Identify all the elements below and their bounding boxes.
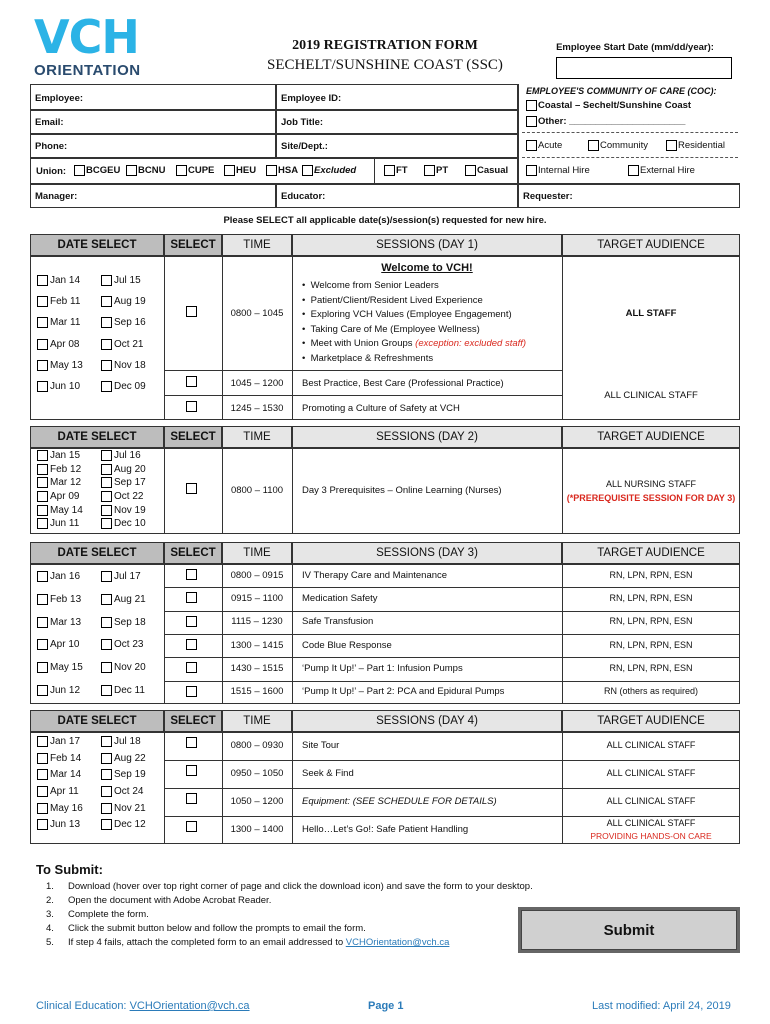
day4-session-name: Equipment: (SEE SCHEDULE FOR DETAILS) bbox=[302, 796, 497, 807]
checkbox[interactable] bbox=[37, 518, 48, 529]
day4-time: 1300 – 1400 bbox=[230, 824, 284, 835]
day4-session-checkbox[interactable] bbox=[186, 793, 197, 804]
checkbox[interactable] bbox=[37, 317, 48, 328]
day2-date-option[interactable]: May 14 bbox=[37, 505, 83, 516]
day3-session-name: Safe Transfusion bbox=[302, 616, 374, 628]
day2-date-option[interactable]: Mar 12 bbox=[37, 477, 81, 488]
day1-date-option[interactable]: Dec 09 bbox=[101, 381, 146, 392]
day1-date-option[interactable]: Feb 11 bbox=[37, 296, 80, 307]
checkbox[interactable] bbox=[101, 381, 112, 392]
checkbox[interactable] bbox=[101, 819, 112, 830]
day1-header: DATE SELECT SELECT TIME SESSIONS (DAY 1) TARGET AUDIENCE bbox=[30, 234, 740, 256]
day3-session-checkbox[interactable] bbox=[186, 616, 197, 627]
day4-date-option[interactable]: Jan 17 bbox=[37, 736, 80, 747]
checkbox[interactable] bbox=[176, 165, 187, 176]
checkbox[interactable] bbox=[101, 450, 112, 461]
form-subtitle: SECHELT/SUNSHINE COAST (SSC) bbox=[267, 57, 503, 73]
day3-date-option[interactable]: Apr 10 bbox=[37, 639, 79, 650]
union-excluded[interactable]: Excluded bbox=[302, 165, 356, 176]
checkbox[interactable] bbox=[666, 140, 677, 151]
day2-date-option[interactable]: Jul 16 bbox=[101, 450, 141, 461]
checkbox[interactable] bbox=[101, 753, 112, 764]
checkbox[interactable] bbox=[526, 116, 537, 127]
day4-audience: ALL CLINICAL STAFF bbox=[606, 768, 696, 778]
checkbox[interactable] bbox=[37, 450, 48, 461]
checkbox[interactable] bbox=[101, 360, 112, 371]
day4-date-option[interactable]: Sep 19 bbox=[101, 769, 146, 780]
checkbox[interactable] bbox=[37, 685, 48, 696]
day1-date-option[interactable]: Nov 18 bbox=[101, 360, 146, 371]
day3-date-option[interactable]: Nov 20 bbox=[101, 662, 146, 673]
union-heu[interactable]: HEU bbox=[224, 165, 256, 176]
checkbox[interactable] bbox=[628, 165, 639, 176]
footer-left: Clinical Education: VCHOrientation@vch.ca bbox=[36, 1000, 250, 1012]
checkbox[interactable] bbox=[101, 662, 112, 673]
checkbox[interactable] bbox=[37, 662, 48, 673]
checkbox[interactable] bbox=[37, 753, 48, 764]
checkbox[interactable] bbox=[101, 803, 112, 814]
day2-header: DATE SELECT SELECT TIME SESSIONS (DAY 2) TARGET AUDIENCE bbox=[30, 426, 740, 448]
day4-date-option[interactable]: Oct 24 bbox=[101, 786, 143, 797]
day1-time3: 1245 – 1530 bbox=[230, 403, 284, 414]
checkbox[interactable] bbox=[101, 505, 112, 516]
day3-time: 1300 – 1415 bbox=[230, 639, 284, 651]
day3-session-checkbox[interactable] bbox=[186, 592, 197, 603]
submit-steps: 1. Download (hover over top right corner of page and click the download icon) and save the form to your desktop. 2. Open the document with Adobe Acrobat Reader. 3. Complete the form. 4. Click the submit button below and follow the prompts to email the form. 5. If step 4 fails, attach the completed form to an email addressed to VCHOrientation@vch.ca bbox=[46, 881, 533, 948]
day4-date-option[interactable]: Dec 12 bbox=[101, 819, 146, 830]
checkbox[interactable] bbox=[37, 736, 48, 747]
day4-date-option[interactable]: Feb 14 bbox=[37, 753, 81, 764]
coc-residential[interactable]: Residential bbox=[666, 140, 725, 151]
day2-date-option[interactable]: Apr 09 bbox=[37, 491, 79, 502]
day1-audience1: ALL STAFF bbox=[625, 308, 677, 319]
day4-session-name: Hello…Let’s Go!: Safe Patient Handling bbox=[302, 824, 469, 835]
day4-date-option[interactable]: Apr 11 bbox=[37, 786, 79, 797]
checkbox[interactable] bbox=[37, 617, 48, 628]
day3-session-name: Medication Safety bbox=[302, 593, 378, 604]
day2-date-option[interactable]: Jun 11 bbox=[37, 518, 79, 529]
checkbox[interactable] bbox=[101, 491, 112, 502]
status-ft[interactable]: FT bbox=[384, 165, 408, 176]
day2-note: (*PREREQUISITE SESSION FOR DAY 3) bbox=[566, 493, 736, 503]
day3-time: 0800 – 0915 bbox=[230, 569, 284, 581]
day2-date-option[interactable]: Dec 10 bbox=[101, 518, 146, 529]
day4-audience: ALL CLINICAL STAFF bbox=[606, 818, 696, 828]
footer-modified: Last modified: April 24, 2019 bbox=[592, 1000, 731, 1012]
day3-date-option[interactable]: Mar 13 bbox=[37, 617, 81, 628]
coc-acute[interactable]: Acute bbox=[526, 140, 562, 151]
day4-session-checkbox[interactable] bbox=[186, 765, 197, 776]
checkbox[interactable] bbox=[101, 518, 112, 529]
day3-date-option[interactable]: May 15 bbox=[37, 662, 83, 673]
day4-header: DATE SELECT SELECT TIME SESSIONS (DAY 4) TARGET AUDIENCE bbox=[30, 710, 740, 732]
day3-audience: RN, LPN, RPN, ESN bbox=[609, 569, 693, 580]
day3-time: 0915 – 1100 bbox=[230, 593, 284, 604]
day3-session-checkbox[interactable] bbox=[186, 662, 197, 673]
checkbox[interactable] bbox=[37, 819, 48, 830]
checkbox[interactable] bbox=[37, 477, 48, 488]
day1-audience23: ALL CLINICAL STAFF bbox=[604, 390, 698, 401]
day3-audience: RN, LPN, RPN, ESN bbox=[609, 663, 693, 673]
checkbox[interactable] bbox=[37, 786, 48, 797]
checkbox[interactable] bbox=[526, 100, 537, 111]
day3-session-name: IV Therapy Care and Maintenance bbox=[302, 569, 448, 581]
checkbox[interactable] bbox=[526, 165, 537, 176]
checkbox[interactable] bbox=[37, 491, 48, 502]
day4-audience: ALL CLINICAL STAFF bbox=[606, 740, 696, 750]
union-hsa[interactable]: HSA bbox=[266, 165, 298, 176]
day1-date-option[interactable]: May 13 bbox=[37, 360, 83, 371]
educator-field[interactable]: Educator: bbox=[276, 184, 518, 208]
day4-time: 1050 – 1200 bbox=[230, 796, 284, 807]
checkbox[interactable] bbox=[37, 769, 48, 780]
day4-time: 0800 – 0930 bbox=[230, 740, 284, 751]
checkbox[interactable] bbox=[101, 571, 112, 582]
checkbox[interactable] bbox=[37, 464, 48, 475]
vch-logo: VCH bbox=[34, 10, 139, 64]
day2-time: 0800 – 1100 bbox=[230, 485, 284, 496]
day2-date-option[interactable]: Nov 19 bbox=[101, 505, 146, 516]
day1-session3-checkbox[interactable] bbox=[186, 401, 197, 412]
submit-title: To Submit: bbox=[36, 862, 103, 877]
checkbox[interactable] bbox=[37, 571, 48, 582]
day1-session2-checkbox[interactable] bbox=[186, 376, 197, 387]
day3-date-option[interactable]: Jul 17 bbox=[101, 571, 141, 582]
checkbox[interactable] bbox=[101, 296, 112, 307]
day4-audience-note: PROVIDING HANDS-ON CARE bbox=[590, 831, 712, 841]
day1-session1-checkbox[interactable] bbox=[186, 306, 197, 317]
checkbox[interactable] bbox=[424, 165, 435, 176]
orientation-logo-text: ORIENTATION bbox=[34, 62, 141, 79]
checkbox[interactable] bbox=[101, 339, 112, 350]
status-pt[interactable]: PT bbox=[424, 165, 448, 176]
job-title-field[interactable]: Job Title: bbox=[276, 110, 518, 134]
day2-date-option[interactable]: Feb 12 bbox=[37, 464, 81, 475]
day4-date-option[interactable]: Aug 22 bbox=[101, 753, 146, 764]
day3-audience: RN, LPN, RPN, ESN bbox=[609, 593, 693, 603]
day3-session-name: ‘Pump It Up!’ – Part 2: PCA and Epidural Pumps bbox=[302, 686, 505, 698]
day1-bullets: • Welcome from Senior Leaders • Patient/Client/Resident Lived Experience • Exploring VCH Values (Employee Engagement) • Taking Care of Me (Employee Wellness) • Meet with Union Groups (exception: excluded staff) • Marketplace & Refreshments bbox=[302, 280, 527, 364]
day4-date-option[interactable]: Mar 14 bbox=[37, 769, 81, 780]
instruction-text: Please SELECT all applicable date(s)/session(s) requested for new hire. bbox=[223, 215, 547, 226]
day3-audience: RN (others as required) bbox=[603, 686, 699, 697]
checkbox[interactable] bbox=[74, 165, 85, 176]
day4-session-checkbox[interactable] bbox=[186, 821, 197, 832]
day2-date-option[interactable]: Jan 15 bbox=[37, 450, 80, 461]
checkbox[interactable] bbox=[126, 165, 137, 176]
day1-date-option[interactable]: Jan 14 bbox=[37, 275, 80, 286]
day4-time: 0950 – 1050 bbox=[230, 768, 284, 779]
union-label: Union: bbox=[36, 166, 67, 177]
day3-date-option[interactable]: Dec 11 bbox=[101, 685, 145, 696]
day3-date-option[interactable]: Jun 12 bbox=[37, 685, 80, 696]
day4-date-option[interactable]: Jul 18 bbox=[101, 736, 141, 747]
submit-email-link[interactable]: VCHOrientation@vch.ca bbox=[345, 937, 450, 948]
union-bcnu[interactable]: BCNU bbox=[126, 165, 165, 176]
checkbox[interactable] bbox=[384, 165, 395, 176]
union-cupe[interactable]: CUPE bbox=[176, 165, 214, 176]
day1-date-option[interactable]: Oct 21 bbox=[101, 339, 143, 350]
external-hire[interactable]: External Hire bbox=[628, 165, 695, 176]
checkbox[interactable] bbox=[101, 736, 112, 747]
checkbox[interactable] bbox=[526, 140, 537, 151]
checkbox[interactable] bbox=[302, 165, 313, 176]
day3-session-name: ‘Pump It Up!’ – Part 1: Infusion Pumps bbox=[302, 663, 463, 674]
day3-time: 1115 – 1230 bbox=[231, 616, 283, 628]
status-casual[interactable]: Casual bbox=[465, 165, 508, 176]
start-date-label: Employee Start Date (mm/dd/year): bbox=[556, 42, 714, 53]
site-dept-field[interactable]: Site/Dept.: bbox=[276, 134, 518, 158]
employee-id-field[interactable]: Employee ID: bbox=[276, 84, 518, 110]
checkbox[interactable] bbox=[101, 477, 112, 488]
day3-header: DATE SELECT SELECT TIME SESSIONS (DAY 3) TARGET AUDIENCE bbox=[30, 542, 740, 564]
day3-date-option[interactable]: Feb 13 bbox=[37, 594, 81, 605]
day1-date-option[interactable]: Apr 08 bbox=[37, 339, 79, 350]
day3-time: 1430 – 1515 bbox=[230, 663, 284, 674]
day1-date-option[interactable]: Aug 19 bbox=[101, 296, 146, 307]
checkbox[interactable] bbox=[37, 360, 48, 371]
day3-date-option[interactable]: Oct 23 bbox=[101, 639, 143, 650]
form-title: 2019 REGISTRATION FORM bbox=[292, 38, 478, 53]
footer-page: Page 1 bbox=[368, 1000, 404, 1012]
day4-date-option[interactable]: May 16 bbox=[37, 803, 83, 814]
checkbox[interactable] bbox=[37, 381, 48, 392]
checkbox[interactable] bbox=[37, 594, 48, 605]
day2-session-checkbox[interactable] bbox=[186, 483, 197, 494]
day1-date-option[interactable]: Mar 11 bbox=[37, 317, 80, 328]
coc-title: EMPLOYEE'S COMMUNITY OF CARE (COC): bbox=[526, 86, 717, 96]
checkbox[interactable] bbox=[37, 505, 48, 516]
day2-date-option[interactable]: Sep 17 bbox=[101, 477, 146, 488]
day3-session-checkbox[interactable] bbox=[186, 569, 197, 580]
checkbox[interactable] bbox=[101, 617, 112, 628]
checkbox[interactable] bbox=[37, 639, 48, 650]
checkbox[interactable] bbox=[101, 786, 112, 797]
checkbox[interactable] bbox=[37, 275, 48, 286]
day3-audience: RN, LPN, RPN, ESN bbox=[609, 639, 693, 650]
checkbox[interactable] bbox=[37, 296, 48, 307]
checkbox[interactable] bbox=[465, 165, 476, 176]
day1-time2: 1045 – 1200 bbox=[230, 378, 284, 389]
internal-hire[interactable]: Internal Hire bbox=[526, 165, 590, 176]
start-date-input[interactable] bbox=[556, 57, 732, 79]
day3-date-option[interactable]: Jan 16 bbox=[37, 571, 80, 582]
day1-session2: Best Practice, Best Care (Professional Practice) bbox=[302, 378, 504, 389]
phone-field[interactable]: Phone: bbox=[30, 134, 276, 158]
checkbox[interactable] bbox=[224, 165, 235, 176]
checkbox[interactable] bbox=[101, 639, 112, 650]
day4-audience: ALL CLINICAL STAFF bbox=[606, 796, 696, 806]
footer-email-link[interactable]: VCHOrientation@vch.ca bbox=[129, 1000, 250, 1012]
checkbox[interactable] bbox=[37, 339, 48, 350]
day3-session-checkbox[interactable] bbox=[186, 686, 197, 697]
day4-date-option[interactable]: Jun 13 bbox=[37, 819, 80, 830]
day1-date-option[interactable]: Jun 10 bbox=[37, 381, 80, 392]
day2-audience: ALL NURSING STAFF bbox=[605, 479, 696, 489]
day2-session: Day 3 Prerequisites – Online Learning (Nurses) bbox=[302, 485, 502, 496]
coc-community[interactable]: Community bbox=[588, 140, 648, 151]
checkbox[interactable] bbox=[101, 594, 112, 605]
checkbox[interactable] bbox=[101, 769, 112, 780]
day3-session-name: Code Blue Response bbox=[302, 639, 392, 651]
day4-date-option[interactable]: Nov 21 bbox=[101, 803, 146, 814]
checkbox[interactable] bbox=[101, 464, 112, 475]
requester-field[interactable]: Requester: bbox=[518, 184, 740, 208]
day1-welcome: Welcome to VCH! bbox=[381, 262, 473, 274]
day4-session-checkbox[interactable] bbox=[186, 737, 197, 748]
checkbox[interactable] bbox=[101, 685, 112, 696]
day1-date-option[interactable]: Jul 15 bbox=[101, 275, 141, 286]
manager-field[interactable]: Manager: bbox=[30, 184, 276, 208]
day3-date-option[interactable]: Aug 21 bbox=[101, 594, 146, 605]
union-bcgeu[interactable]: BCGEU bbox=[74, 165, 120, 176]
day3-audience: RN, LPN, RPN, ESN bbox=[609, 616, 693, 627]
checkbox[interactable] bbox=[588, 140, 599, 151]
email-field[interactable]: Email: bbox=[30, 110, 276, 134]
checkbox[interactable] bbox=[101, 317, 112, 328]
day4-session-name: Site Tour bbox=[302, 740, 340, 751]
checkbox[interactable] bbox=[101, 275, 112, 286]
day1-time1: 0800 – 1045 bbox=[230, 308, 284, 319]
day2-date-option[interactable]: Oct 22 bbox=[101, 491, 143, 502]
coc-coastal[interactable]: Coastal – Sechelt/Sunshine Coast bbox=[526, 100, 691, 111]
day3-session-checkbox[interactable] bbox=[186, 639, 197, 650]
submit-button[interactable]: Submit bbox=[518, 907, 740, 953]
day4-session-name: Seek & Find bbox=[302, 768, 354, 779]
day3-time: 1515 – 1600 bbox=[230, 686, 284, 698]
day1-date-option[interactable]: Sep 16 bbox=[101, 317, 146, 328]
day1-session3: Promoting a Culture of Safety at VCH bbox=[302, 403, 460, 414]
checkbox[interactable] bbox=[266, 165, 277, 176]
day3-date-option[interactable]: Sep 18 bbox=[101, 617, 146, 628]
employee-field[interactable]: Employee: bbox=[30, 84, 276, 110]
coc-other[interactable]: Other: ______________________ bbox=[526, 116, 685, 127]
checkbox[interactable] bbox=[37, 803, 48, 814]
day2-date-option[interactable]: Aug 20 bbox=[101, 464, 146, 475]
